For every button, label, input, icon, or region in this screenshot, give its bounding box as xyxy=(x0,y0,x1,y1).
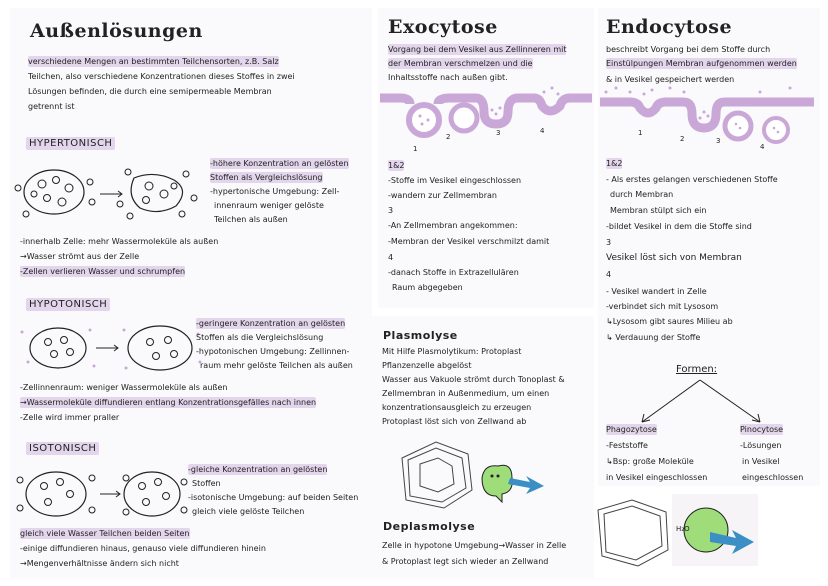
formen-arrows xyxy=(620,378,780,426)
intro-line-2: Teilchen, also verschiedene Konzentrationen dieses Stoffes in zwei xyxy=(28,72,295,81)
deplasmolysis-cell-drawing xyxy=(594,498,672,568)
formen-label: Formen: xyxy=(676,364,718,375)
hypertonic-side-3: -hypertonische Umgebung: Zell- xyxy=(210,187,340,196)
hypertonic-side-5: Teilchen als außen xyxy=(214,215,288,224)
endocytosis-step-1: 1 xyxy=(638,129,643,137)
exocytosis-note-4: 3 xyxy=(388,206,394,215)
endocytosis-note-7: Vesikel löst sich von Membran xyxy=(606,253,742,263)
isotonic-bottom-1: gleich viele Wasser Teilchen beiden Seiten xyxy=(20,529,190,538)
exocytosis-desc-3: Inhaltsstoffe nach außen gibt. xyxy=(388,73,508,82)
pinocytosis-title: Pinocytose xyxy=(740,425,784,434)
pinocytosis-line-1: -Lösungen xyxy=(740,441,782,450)
endocytosis-desc-3: & in Vesikel gespeichert werden xyxy=(606,75,735,84)
endocytosis-note-1: 1&2 xyxy=(606,159,623,168)
h2o-label: H₂O xyxy=(676,525,690,533)
isotonic-diagram xyxy=(14,466,189,522)
isotonic-side-4: gleich viele gelöste Teilchen xyxy=(192,507,305,516)
endocytosis-desc-2: Einstülpungen Membran aufgenommen werden xyxy=(606,59,797,68)
exocytosis-note-1: 1&2 xyxy=(388,161,405,170)
exocytosis-note-7: 4 xyxy=(388,253,394,262)
endocytosis-step-4: 4 xyxy=(760,143,765,151)
exocytosis-note-8: -danach Stoffe in Extrazellulären xyxy=(388,268,519,277)
hypertonic-bottom-1: -innerhalb Zelle: mehr Wassermoleküle als außen xyxy=(20,237,219,246)
hypotonic-bottom-3: -Zelle wird immer praller xyxy=(20,413,120,422)
exocytosis-step-4: 4 xyxy=(540,127,545,135)
endocytosis-desc-1: beschreibt Vorgang bei dem Stoffe durch xyxy=(606,45,771,54)
exocytosis-desc-2: der Membran verschmelzen und die xyxy=(388,59,533,68)
hypotonic-side-2: Stoffen als die Vergleichslösung xyxy=(196,333,324,342)
endocytosis-note-4: Membran stülpt sich ein xyxy=(610,206,707,215)
hypertonic-bottom-3: -Zellen verlieren Wasser und schrumpfen xyxy=(20,267,186,276)
exocytosis-diagram xyxy=(380,90,592,152)
plasmolysis-title: Plasmolyse xyxy=(383,329,458,342)
hypotonic-bottom-2: →Wassermoleküle diffundieren entlang Konzentrationsgefälles nach innen xyxy=(20,398,317,407)
endocytosis-step-2: 2 xyxy=(680,135,685,143)
plasmolysis-line-5: konzentrationsausgleich zu erzeugen xyxy=(382,403,532,412)
exocytosis-note-3: -wandern zur Zellmembran xyxy=(388,191,497,200)
plasmolysis-cell-icon xyxy=(478,462,550,502)
plasmolysis-line-6: Protoplast löst sich von Zellwand ab xyxy=(382,417,527,426)
hypertonic-diagram xyxy=(14,164,204,224)
hypertonic-bottom-2: →Wasser strömt aus der Zelle xyxy=(20,252,140,261)
hypertonic-side-4: innenraum weniger gelöste xyxy=(214,201,324,210)
exocytosis-step-3: 3 xyxy=(496,129,501,137)
deplasmolysis-line-1: Zelle in hypotone Umgebung→Wasser in Zelle xyxy=(382,541,567,550)
endocytosis-note-10: -verbindet sich mit Lysosom xyxy=(606,302,719,311)
phagocytosis-line-1: -Feststoffe xyxy=(606,441,648,450)
exocytosis-note-6: -Membran der Vesikel verschmilzt damit xyxy=(388,237,550,246)
exocytosis-note-2: -Stoffe im Vesikel eingeschlossen xyxy=(388,176,522,185)
endocytosis-note-11: ↳Lysosom gibt saures Milieu ab xyxy=(606,317,733,326)
endocytosis-diagram xyxy=(600,90,814,146)
isotonic-side-3: -isotonische Umgebung: auf beiden Seiten xyxy=(188,493,359,502)
intro-line-4: getrennt ist xyxy=(28,102,75,111)
exocytosis-title: Exocytose xyxy=(388,16,498,38)
hypotonic-side-4: raum mehr gelöste Teilchen als außen xyxy=(200,361,353,370)
endocytosis-note-2: - Als erstes gelangen verschiedenen Stoffe xyxy=(606,175,778,184)
plasmolysis-line-2: Pflanzenzelle abgelöst xyxy=(382,361,472,370)
phagocytosis-line-3: in Vesikel eingeschlossen xyxy=(606,473,708,482)
intro-line-1: verschiedene Mengen an bestimmten Teilchensorten, z.B. Salz xyxy=(28,57,279,66)
isotonic-side-1: -gleiche Konzentration an gelösten xyxy=(188,465,328,474)
intro-line-3: Lösungen befinden, die durch eine semipermeable Membran xyxy=(28,87,272,96)
pinocytosis-line-2: in Vesikel xyxy=(742,457,780,466)
endocytosis-title: Endocytose xyxy=(606,16,733,38)
hypertonic-side-1: -höhere Konzentration an gelösten xyxy=(210,159,349,168)
page-title: Außenlösungen xyxy=(30,20,203,42)
phagocytosis-line-2: ↳Bsp: große Moleküle xyxy=(606,457,694,466)
isotonic-label: ISOTONISCH xyxy=(26,442,99,455)
hypertonic-side-2: Stoffen als Vergleichslösung xyxy=(210,173,323,182)
endocytosis-note-6: 3 xyxy=(606,238,612,247)
endocytosis-note-8: 4 xyxy=(606,270,612,279)
deplasmolysis-cell-icon xyxy=(680,500,756,560)
endocytosis-note-9: - Vesikel wandert in Zelle xyxy=(606,287,707,296)
isotonic-bottom-2: -einige diffundieren hinaus, genauso viele diffundieren hinein xyxy=(20,544,266,553)
phagocytosis-title: Phagozytose xyxy=(606,425,657,434)
isotonic-side-2: Stoffen xyxy=(192,479,221,488)
endocytosis-note-3: durch Membran xyxy=(610,190,674,199)
hypotonic-side-1: -geringere Konzentration an gelösten xyxy=(196,319,346,328)
plasmolysis-cell-drawing xyxy=(396,440,476,510)
endocytosis-note-5: -bildet Vesikel in dem die Stoffe sind xyxy=(606,222,752,231)
exocytosis-note-9: Raum abgegeben xyxy=(392,283,463,292)
deplasmolysis-title: Deplasmolyse xyxy=(383,520,476,533)
hypotonic-label: HYPOTONISCH xyxy=(26,298,110,311)
plasmolysis-line-3: Wasser aus Vakuole strömt durch Tonoplast & xyxy=(382,375,565,384)
hypotonic-cells xyxy=(14,322,204,374)
hypertonic-label: HYPERTONISCH xyxy=(26,137,115,150)
exocytosis-desc-1: Vorgang bei dem Vesikel aus Zellinneren mit xyxy=(388,45,567,54)
exocytosis-note-5: -An Zellmembran angekommen: xyxy=(388,221,518,230)
plasmolysis-line-4: Zellmembran in Außenmedium, um einen xyxy=(382,389,550,398)
endocytosis-step-3: 3 xyxy=(716,137,721,145)
exocytosis-step-2: 2 xyxy=(446,133,451,141)
hypotonic-bottom-1: -Zellinnenraum: weniger Wassermoleküle als außen xyxy=(20,383,228,392)
isotonic-bottom-3: →Mengenverhältnisse ändern sich nicht xyxy=(20,559,179,568)
deplasmolysis-line-2: & Protoplast legt sich wieder an Zellwand xyxy=(382,557,549,566)
pinocytosis-line-3: eingeschlossen xyxy=(742,473,804,482)
exocytosis-step-1: 1 xyxy=(413,145,418,153)
plasmolysis-line-1: Mit Hilfe Plasmolytikum: Protoplast xyxy=(382,347,522,356)
hypotonic-side-3: -hypotonischen Umgebung: Zellinnen- xyxy=(196,347,350,356)
endocytosis-note-12: ↳ Verdauung der Stoffe xyxy=(606,333,701,342)
